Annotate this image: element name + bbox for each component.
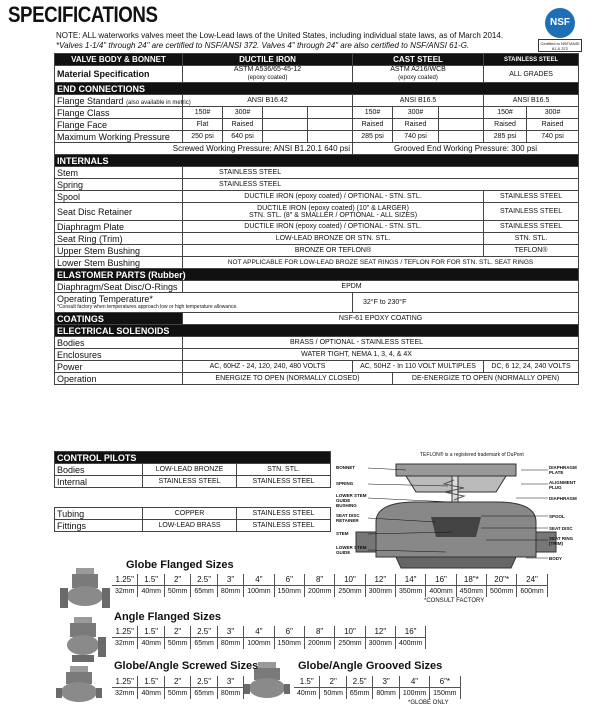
diagram-label: SEAT DISC: [549, 526, 573, 531]
internals-value: STN. STL. (8" & SMALLER / OPTIONAL - ALL SIZES): [248, 211, 418, 219]
max-pressure-label: Maximum Working Pressure: [55, 131, 183, 143]
size-cell: 200mm: [304, 638, 334, 650]
grooved-pressure: Grooved End Working Pressure: 300 psi: [353, 143, 579, 155]
lower-stem-bushing-value: NOT APPLICABLE FOR LOW-LEAD BROZE SEAT RINGS / TEFLON FOR FOR STN. STL. SEAT RINGS: [183, 257, 579, 269]
diagram-label: BODY: [549, 556, 563, 561]
size-cell: 150mm: [430, 688, 460, 700]
coatings-title: COATINGS: [55, 313, 183, 325]
internals-value-ss: TEFLON®: [484, 245, 579, 257]
size-cell: 300mm: [365, 586, 395, 598]
flange-class-cell: 300#: [223, 107, 263, 119]
teflon-trademark: TEFLON® is a registered trademark of DuPont: [420, 452, 524, 458]
size-cell: 250mm: [335, 586, 365, 598]
pilot-label: Bodies: [55, 464, 143, 476]
control-pilots-title: CONTROL PILOTS: [55, 452, 331, 464]
size-cell: 20"*: [487, 574, 517, 586]
diagram-label: LOWER STEM GUIDE: [336, 545, 367, 555]
size-cell: 4": [244, 626, 274, 638]
solenoid-operation: DE-ENERGIZE TO OPEN (NORMALLY OPEN): [393, 373, 579, 385]
solenoid-value: WATER TIGHT, NEMA 1, 3, 4, & 4X: [183, 349, 579, 361]
internals-row: [55, 221, 579, 233]
elastomer-label: Diaphragm/Seat Disc/O-Rings: [55, 281, 183, 293]
internals-value: LOW-LEAD BRONZE OR STN. STL.: [183, 233, 484, 245]
diagram-label: LOWER STEM GUIDE BUSHING: [336, 493, 367, 508]
size-cell: 1.5": [138, 626, 164, 638]
max-pressure-cell: 285 psi: [484, 131, 527, 143]
material-di-coat: (epoxy coated): [247, 75, 288, 81]
pilot-value: LOW-LEAD BRASS: [143, 520, 237, 532]
size-cell: 3": [373, 676, 399, 688]
pilot-value-ss: STAINLESS STEEL: [237, 520, 331, 532]
screwed-title: Globe/Angle Screwed Sizes: [114, 660, 259, 672]
size-cell: 3": [217, 676, 243, 688]
pilot-value: COPPER: [143, 508, 237, 520]
size-cell: 40mm: [138, 638, 164, 650]
size-cell: 1.25": [112, 574, 138, 586]
diagram-label: SEAT RING (TRIM): [549, 536, 574, 546]
nsf-logo: [538, 8, 582, 52]
size-cell: 80mm: [373, 688, 399, 700]
header-stainless-steel: STAINLESS STEEL: [484, 54, 579, 66]
note-line-2: *Valves 1-1/4" through 24" are certified to NSF/ANSI 372. Valves 4" through 24" are also certified to NSF/ANSI 61-G.: [56, 40, 470, 50]
flange-face-cell: Raised: [223, 119, 263, 131]
size-cell: 150mm: [274, 586, 304, 598]
solenoid-row: [55, 373, 579, 385]
size-cell: 40mm: [138, 688, 164, 700]
internals-label: Seat Disc Retainer: [55, 203, 183, 221]
size-cell: 8": [304, 574, 334, 586]
valve-cutaway-svg: [336, 462, 582, 572]
header-ductile-iron: DUCTILE IRON: [183, 54, 353, 66]
flange-face-cell: Raised: [484, 119, 527, 131]
size-cell: 2": [164, 574, 190, 586]
max-pressure-cell: 740 psi: [527, 131, 579, 143]
size-cell: 3": [217, 626, 243, 638]
size-cell: 2.5": [191, 574, 217, 586]
globe-flanged-valve-image: [60, 566, 110, 612]
size-cell: 400mm: [426, 586, 456, 598]
size-cell: 100mm: [244, 586, 274, 598]
elastomer-value: EPDM: [183, 281, 579, 293]
solenoid-label: Bodies: [55, 337, 183, 349]
pilot-value-ss: STAINLESS STEEL: [237, 508, 331, 520]
flange-class-row: [55, 107, 579, 119]
size-cell: 100mm: [244, 638, 274, 650]
nsf-caption: Certified to NSF/ANSI 61 & 372: [540, 41, 580, 51]
size-cell: 24": [517, 574, 547, 586]
size-cell: 12": [365, 626, 395, 638]
material-row: [55, 66, 579, 83]
nsf-mark: NSF: [545, 8, 575, 38]
flange-std-di: ANSI B16.42: [183, 95, 353, 107]
angle-flanged-valve-image: [60, 615, 110, 665]
size-cell: 1.25": [112, 676, 138, 688]
flange-face-cell: Raised: [393, 119, 439, 131]
size-cell: 200mm: [304, 586, 334, 598]
size-cell: 2.5": [191, 626, 217, 638]
pilot-value: LOW-LEAD BRONZE: [143, 464, 237, 476]
solenoid-label: Enclosures: [55, 349, 183, 361]
flange-face-label: Flange Face: [55, 119, 183, 131]
size-cell: 2.5": [346, 676, 372, 688]
size-cell: 300mm: [365, 638, 395, 650]
temperature-value: 32°F to 230°F: [353, 293, 579, 313]
note-line-1: NOTE: ALL waterworks valves meet the Low-Lead laws of the United States, including individual state laws, as of March 2014.: [56, 31, 504, 40]
size-cell: 350mm: [395, 586, 425, 598]
flange-class-cell: 150#: [353, 107, 393, 119]
internals-value-ss: STN. STL.: [484, 233, 579, 245]
temperature-row: [55, 293, 579, 313]
size-cell: 6"*: [430, 676, 460, 688]
internals-label: Spool: [55, 191, 183, 203]
page-title: SPECIFICATIONS: [8, 2, 158, 27]
internals-row: [55, 167, 579, 179]
size-cell: 65mm: [191, 688, 217, 700]
working-pressure-row: [55, 143, 579, 155]
size-cell: 65mm: [191, 586, 217, 598]
size-cell: 12": [365, 574, 395, 586]
internals-value: STAINLESS STEEL: [183, 167, 579, 179]
flange-class-cell: 300#: [393, 107, 439, 119]
pilot-value: STAINLESS STEEL: [143, 476, 237, 488]
flange-std-cs: ANSI B16.5: [353, 95, 484, 107]
solenoid-label: Power: [55, 361, 183, 373]
consult-factory-note: *CONSULT FACTORY: [424, 598, 485, 604]
size-cell: 80mm: [217, 688, 243, 700]
size-cell: 1.5": [138, 676, 164, 688]
angle-flanged-sizes: [112, 626, 426, 649]
size-cell: 3": [217, 574, 243, 586]
size-cell: 2": [164, 676, 190, 688]
diagram-label: SPOOL: [549, 514, 565, 519]
pilot-label: Internal: [55, 476, 143, 488]
end-connections-title: END CONNECTIONS: [55, 83, 579, 95]
internals-label: Spring: [55, 179, 183, 191]
flange-standard-label: Flange Standard: [57, 95, 124, 106]
size-cell: 16": [395, 626, 425, 638]
size-cell: 10": [335, 574, 365, 586]
solenoid-power: AC, 50HZ - In 110 VOLT MULTIPLES: [353, 361, 484, 373]
size-cell: 50mm: [164, 638, 190, 650]
size-cell: 8": [304, 626, 334, 638]
screwed-sizes: [112, 676, 244, 699]
internals-row: [55, 203, 579, 221]
size-cell: 14": [395, 574, 425, 586]
internals-label: Lower Stem Bushing: [55, 257, 183, 269]
screwed-pressure: Screwed Working Pressure: ANSI B1.20.1 640 psi: [55, 143, 353, 155]
elastomer-title: ELASTOMER PARTS (Rubber): [55, 269, 579, 281]
internals-value-ss: STAINLESS STEEL: [484, 203, 579, 221]
grooved-sizes: [294, 676, 461, 699]
internals-value: DUCTILE IRON (epoxy coated) (10" & LARGER): [257, 204, 409, 212]
size-cell: 16": [426, 574, 456, 586]
pilot-label: Tubing: [55, 508, 143, 520]
size-cell: 2": [320, 676, 346, 688]
max-pressure-row: [55, 131, 579, 143]
pilot-row: [55, 508, 331, 520]
solenoid-value: BRASS / OPTIONAL - STAINLESS STEEL: [183, 337, 579, 349]
internals-value-ss: STAINLESS STEEL: [484, 221, 579, 233]
diagram-label: SPRING: [336, 481, 354, 486]
pilot-row: [55, 520, 331, 532]
size-cell: 32mm: [112, 586, 138, 598]
screwed-valve-image: [56, 664, 106, 710]
solenoid-row: [55, 337, 579, 349]
size-cell: 65mm: [346, 688, 372, 700]
size-cell: 80mm: [217, 638, 243, 650]
max-pressure-cell: 250 psi: [183, 131, 223, 143]
flange-face-cell: Flat: [183, 119, 223, 131]
diagram-label: DIAPHRAGM: [549, 496, 577, 501]
solenoid-label: Operation: [55, 373, 183, 385]
size-cell: 4": [244, 574, 274, 586]
size-cell: 4": [399, 676, 429, 688]
pilot-value-ss: STAINLESS STEEL: [237, 476, 331, 488]
size-cell: 6": [274, 574, 304, 586]
material-di-spec: ASTM A536/65-45-12: [233, 66, 302, 73]
solenoid-row: [55, 349, 579, 361]
solenoid-power: DC, 6 12, 24, 240 VOLTS: [484, 361, 579, 373]
material-cs-spec: ASTM A216/WCB: [390, 66, 446, 73]
temperature-note: *Consult factory when temperatures approach low or high temperature allowance.: [57, 303, 238, 310]
material-ss: ALL GRADES: [484, 66, 579, 83]
size-cell: 2.5": [191, 676, 217, 688]
pilot-row: [55, 464, 331, 476]
size-cell: 2": [164, 626, 190, 638]
solenoid-operation: ENERGIZE TO OPEN (NORMALLY CLOSED): [183, 373, 393, 385]
internals-row: [55, 233, 579, 245]
size-cell: 6": [274, 626, 304, 638]
material-cs-coat: (epoxy coated): [398, 75, 438, 81]
header-row: [55, 54, 579, 66]
flange-standard-row: [55, 95, 579, 107]
internals-row: [55, 245, 579, 257]
diagram-label: ALIGNMENT PLUG: [549, 480, 576, 490]
size-cell: 50mm: [320, 688, 346, 700]
diagram-label: BONNET: [336, 465, 355, 470]
valve-cutaway-diagram: [336, 462, 582, 572]
internals-value: DUCTILE IRON (epoxy coated) / OPTIONAL - STN. STL.: [183, 221, 484, 233]
lead-law-note: [56, 31, 516, 50]
control-pilots-table: [54, 451, 331, 532]
size-cell: 600mm: [517, 586, 547, 598]
internals-row: [55, 257, 579, 269]
size-cell: 50mm: [164, 688, 190, 700]
internals-value: BRONZE OR TEFLON®: [183, 245, 484, 257]
size-cell: 1.25": [112, 626, 138, 638]
flange-standard-note: (also available in metric): [126, 99, 191, 106]
flange-std-ss: ANSI B16.5: [484, 95, 579, 107]
max-pressure-cell: 285 psi: [353, 131, 393, 143]
size-cell: 18"*: [456, 574, 486, 586]
internals-title: INTERNALS: [55, 155, 579, 167]
flange-class-cell: 150#: [484, 107, 527, 119]
size-cell: 32mm: [112, 688, 138, 700]
size-cell: 500mm: [487, 586, 517, 598]
coatings-value: NSF-61 EPOXY COATING: [183, 313, 579, 325]
solenoid-row: [55, 361, 579, 373]
grooved-title: Globe/Angle Grooved Sizes: [298, 660, 443, 672]
flange-class-cell: 150#: [183, 107, 223, 119]
size-cell: 400mm: [395, 638, 425, 650]
max-pressure-cell: 740 psi: [393, 131, 439, 143]
coatings-row: [55, 313, 579, 325]
diagram-label: STEM: [336, 531, 349, 536]
internals-value: STAINLESS STEEL: [183, 179, 579, 191]
elastomer-row: [55, 281, 579, 293]
temperature-label: Operating Temperature*: [57, 293, 153, 304]
diagram-label: SEAT DISC RETAINER: [336, 513, 360, 523]
internals-label: Stem: [55, 167, 183, 179]
flange-face-cell: Raised: [353, 119, 393, 131]
diagram-label: DIAPHRAGM PLATE: [549, 465, 577, 475]
internals-row: [55, 191, 579, 203]
material-label: Material Specification: [55, 66, 183, 83]
size-cell: 80mm: [217, 586, 243, 598]
size-cell: 40mm: [138, 586, 164, 598]
solenoids-title: ELECTRICAL SOLENOIDS: [55, 325, 579, 337]
size-cell: 100mm: [399, 688, 429, 700]
size-cell: 65mm: [191, 638, 217, 650]
header-body-bonnet: VALVE BODY & BONNET: [55, 54, 183, 66]
pilot-value-ss: STN. STL.: [237, 464, 331, 476]
globe-flanged-title: Globe Flanged Sizes: [126, 559, 234, 571]
header-cast-steel: CAST STEEL: [353, 54, 484, 66]
angle-flanged-title: Angle Flanged Sizes: [114, 611, 221, 623]
size-cell: 250mm: [335, 638, 365, 650]
flange-class-label: Flange Class: [55, 107, 183, 119]
size-cell: 450mm: [456, 586, 486, 598]
size-cell: 10": [335, 626, 365, 638]
globe-flanged-sizes: [112, 574, 548, 597]
size-cell: 40mm: [294, 688, 320, 700]
size-cell: 32mm: [112, 638, 138, 650]
size-cell: 1.5": [138, 574, 164, 586]
pilot-row: [55, 476, 331, 488]
pilot-label: Fittings: [55, 520, 143, 532]
internals-value: DUCTILE IRON (epoxy coated) / OPTIONAL - STN. STL.: [183, 191, 484, 203]
internals-value-ss: STAINLESS STEEL: [484, 191, 579, 203]
max-pressure-cell: 640 psi: [223, 131, 263, 143]
solenoid-power: AC, 60HZ - 24, 120, 240, 480 VOLTS: [183, 361, 353, 373]
internals-label: Diaphragm Plate: [55, 221, 183, 233]
size-cell: 50mm: [164, 586, 190, 598]
internals-label: Upper Stem Bushing: [55, 245, 183, 257]
flange-class-cell: 300#: [527, 107, 579, 119]
size-cell: 1.5": [294, 676, 320, 688]
flange-face-cell: Raised: [527, 119, 579, 131]
internals-label: Seat Ring (Trim): [55, 233, 183, 245]
size-cell: 150mm: [274, 638, 304, 650]
specifications-table: [54, 53, 579, 385]
flange-face-row: [55, 119, 579, 131]
globe-only-note: *GLOBE ONLY: [408, 700, 449, 706]
internals-row: [55, 179, 579, 191]
